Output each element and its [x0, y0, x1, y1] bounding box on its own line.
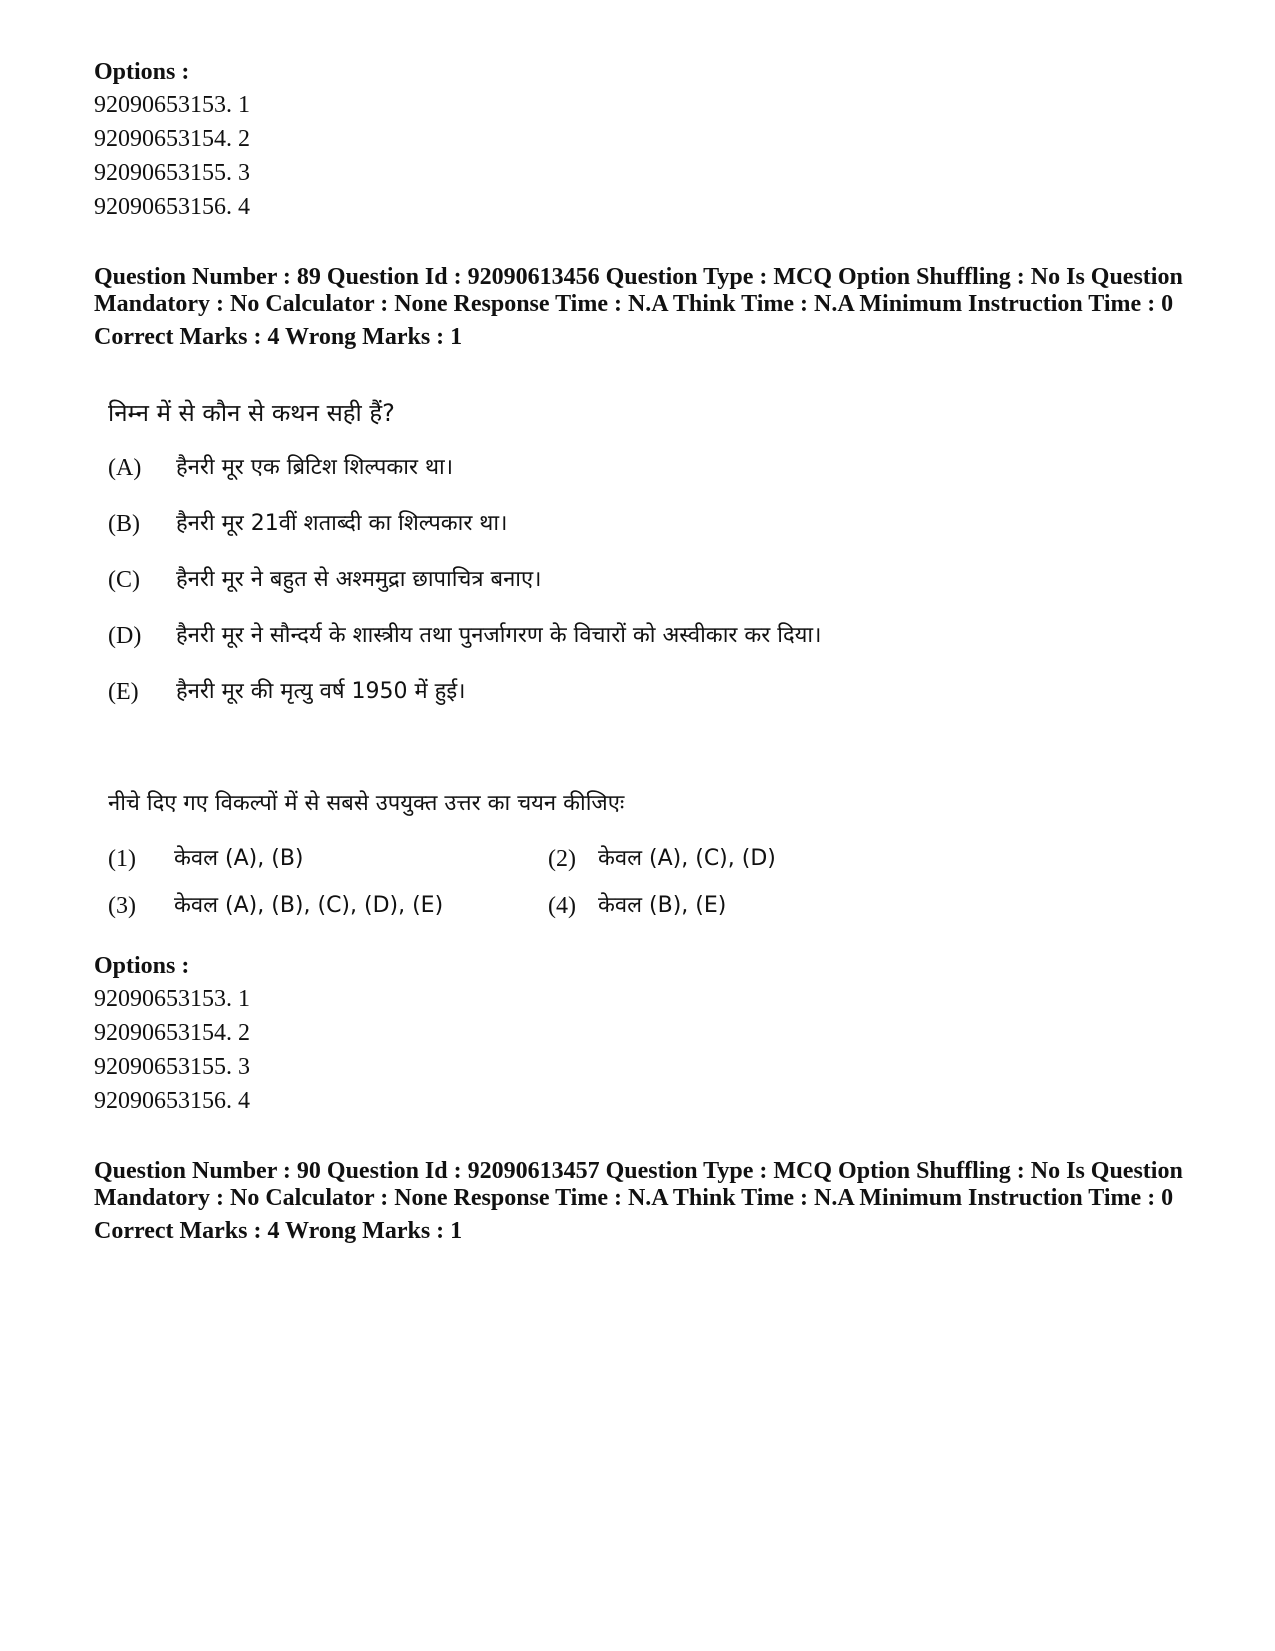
question-stem: निम्न में से कौन से कथन सही हैं? [108, 399, 395, 427]
choice-text: केवल (A), (C), (D) [598, 846, 776, 871]
statement-label: (B) [108, 511, 140, 537]
option-item: 92090653156. 4 [94, 1088, 250, 1114]
question-meta: Question Number : 90 Question Id : 92090613457 Question Type : MCQ Option Shuffling : No Is Question Mandatory : No Calculator : None Response Time : N.A Think Time : N.A Minimum Instruction Time : 0 [94, 1158, 1183, 1211]
statement-text: हैनरी मूर ने सौन्दर्य के शास्त्रीय तथा पुनर्जागरण के विचारों को अस्वीकार कर दिया। [176, 623, 822, 648]
option-item: 92090653156. 4 [94, 194, 250, 220]
question-90-header [94, 1158, 1194, 1243]
statement-label: (E) [108, 679, 139, 705]
question-meta: Question Number : 89 Question Id : 92090613456 Question Type : MCQ Option Shuffling : No Is Question Mandatory : No Calculator : None Response Time : N.A Think Time : N.A Minimum Instruction Time : 0 [94, 264, 1183, 317]
question-89-header [94, 264, 1194, 349]
option-item: 92090653153. 1 [94, 92, 250, 118]
statement-text: हैनरी मूर एक ब्रिटिश शिल्पकार था। [176, 455, 454, 480]
choice-number: (2) [548, 846, 576, 872]
options-block-89 [94, 954, 694, 1123]
option-item: 92090653154. 2 [94, 1020, 250, 1046]
statement-label: (A) [108, 455, 142, 481]
choose-prompt: नीचे दिए गए विकल्पों में से सबसे उपयुक्त उत्तर का चयन कीजिएः [108, 791, 625, 816]
choice-text: केवल (B), (E) [598, 893, 727, 918]
statement-text: हैनरी मूर ने बहुत से अश्ममुद्रा छापाचित्र बनाए। [176, 567, 542, 592]
choice-number: (1) [108, 846, 136, 872]
choice-number: (3) [108, 893, 136, 919]
question-marks: Correct Marks : 4 Wrong Marks : 1 [94, 324, 463, 350]
choice-number: (4) [548, 893, 576, 919]
option-item: 92090653154. 2 [94, 126, 250, 152]
statement-label: (C) [108, 567, 140, 593]
statement-text: हैनरी मूर 21वीं शताब्दी का शिल्पकार था। [176, 511, 508, 536]
options-heading: Options : [94, 59, 190, 85]
option-item: 92090653155. 3 [94, 160, 250, 186]
option-item: 92090653153. 1 [94, 986, 250, 1012]
statement-text: हैनरी मूर की मृत्यु वर्ष 1950 में हुई। [176, 679, 466, 704]
choice-text: केवल (A), (B) [174, 846, 304, 871]
question-89-body [108, 395, 1008, 935]
question-marks: Correct Marks : 4 Wrong Marks : 1 [94, 1218, 463, 1244]
options-heading: Options : [94, 953, 190, 979]
options-block-previous [94, 60, 694, 229]
choice-text: केवल (A), (B), (C), (D), (E) [174, 893, 444, 918]
option-item: 92090653155. 3 [94, 1054, 250, 1080]
statement-label: (D) [108, 623, 142, 649]
